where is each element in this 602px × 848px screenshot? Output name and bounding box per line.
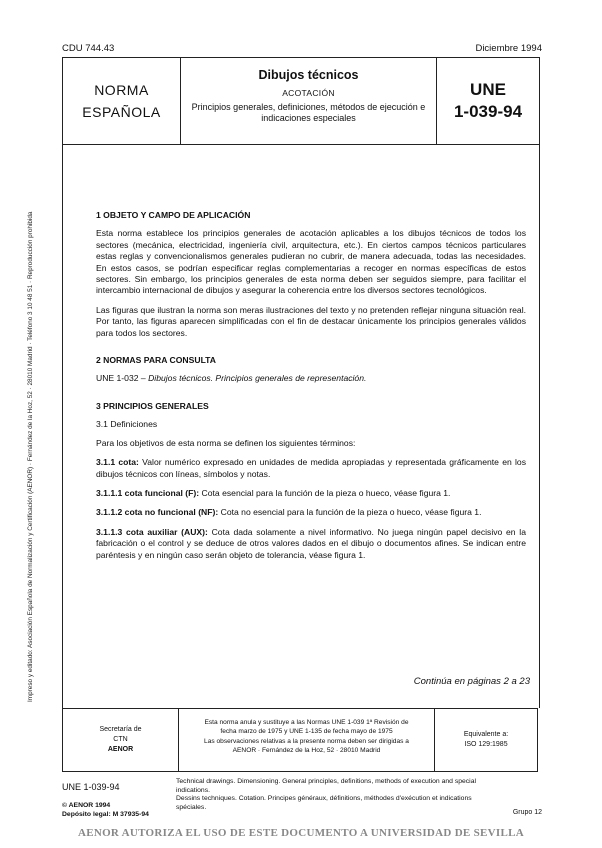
definition-3-1-1-3 xyxy=(96,527,526,561)
document-description: Principios generales, definiciones, métodos de ejecución e indicaciones especiales xyxy=(191,102,426,123)
section-3-1-heading: 3.1 Definiciones xyxy=(96,419,158,430)
publication-date: Diciembre 1994 xyxy=(475,43,542,54)
notes-line: Las observaciones relativas a la presente norma deben ser dirigidas a xyxy=(204,737,409,745)
document-subtitle: ACOTACIÓN xyxy=(282,88,335,98)
document-title: Dibujos técnicos xyxy=(258,68,359,82)
section-2-reference xyxy=(96,373,526,384)
section-3-1-intro: Para los objetivos de esta norma se definen los siguientes términos: xyxy=(96,437,356,448)
standard-number: 1-039-94 xyxy=(453,102,523,121)
definition-text: Cota dada solamente a nivel informativo. No juega ningún papel decisivo en la fabricación o el control y se deduce de otros valores dados en el dibujo o documentos afines. Se indican entre paréntesis y en ningún caso serán objeto de tolerancia, véase figura 1. xyxy=(96,526,526,560)
definition-term: 3.1.1.2 cota no funcional (NF): xyxy=(96,507,219,518)
definition-text: Cota no esencial para la función de la pieza o hueco, véase figura 1. xyxy=(218,507,482,518)
section-1-heading: 1 OBJETO Y CAMPO DE APLICACIÓN xyxy=(96,210,251,220)
bottom-standard-code: UNE 1-039-94 xyxy=(62,782,120,792)
notes-line: Esta norma anula y sustituye a las Normas UNE 1-039 1ª Revisión de xyxy=(204,719,409,726)
equivalence-label: Equivalente a: xyxy=(463,731,509,738)
iso-reference: ISO 129:1985 xyxy=(464,741,508,748)
ctn-label: CTN xyxy=(113,736,128,743)
definition-term: 3.1.1 cota: xyxy=(96,457,139,468)
definition-3-1-1-1 xyxy=(96,488,526,499)
definition-3-1-1 xyxy=(96,457,526,480)
secretariat-box xyxy=(63,709,179,771)
definition-term: 3.1.1.3 cota auxiliar (AUX): xyxy=(96,526,208,537)
document-header xyxy=(62,57,540,145)
norma-espanola-box xyxy=(63,58,181,144)
norma-label: NORMA xyxy=(94,82,149,98)
legal-deposit: Depósito legal: M 37935-94 xyxy=(62,811,149,818)
secretariat-label: Secretaría de xyxy=(99,726,142,733)
reference-title: Dibujos técnicos. Principios generales de representación. xyxy=(148,373,367,384)
replacement-notes-box xyxy=(179,709,435,771)
equivalence-box xyxy=(435,709,537,771)
definition-text: Cota esencial para la función de la pieza o hueco, véase figura 1. xyxy=(199,487,451,498)
license-watermark: AENOR AUTORIZA EL USO DE ESTE DOCUMENTO A UNIVERSIDAD DE SEVILLA xyxy=(77,827,525,839)
standard-prefix: UNE xyxy=(470,80,506,99)
section-3-heading: 3 PRINCIPIOS GENERALES xyxy=(96,400,209,411)
continuation-note: Continúa en páginas 2 a 23 xyxy=(413,676,530,687)
section-1-paragraph-1: Esta norma establece los principios generales de acotación aplicables a los dibujos técnicos de todos los sectores (mecánica, electricidad, ingeniería civil, arquitectura, etc.). En ciertos campos técnicos particulares estas reglas y convencionalismos generales pudieran no cubrir, de manera adecuada, todas las necesidades. En estos casos, se podrían especificar reglas complementarias a recoger en normas específicas de estos sectores. Sin embargo, los principios generales de esta norma deben ser seguidos siempre, para facilitar el intercambio internacional de dibujos y asegurar la coherencia entre los diversos sectores tecnológicos. xyxy=(96,228,526,296)
copyright-block xyxy=(62,801,149,819)
international-titles xyxy=(176,778,476,812)
reference-code: UNE 1-032 – xyxy=(96,373,149,384)
definition-term: 3.1.1.1 cota funcional (F): xyxy=(96,487,200,498)
espanola-label: ESPAÑOLA xyxy=(82,104,161,120)
sidebar-legal-text: Impreso y editado: Asociación Española de Normalización y Certificación (AENOR) · Fernández de la Hoz, 52 · 28010 Madrid · Teléfono 3 10 48 51 · Reproducción prohibida xyxy=(27,211,34,702)
english-title: Technical drawings. Dimensioning. General principles, definitions, methods of execution and special indications. xyxy=(176,778,476,794)
standard-code-box xyxy=(437,58,539,144)
cdu-code: CDU 744.43 xyxy=(62,43,115,54)
notes-line: AENOR · Fernández de la Hoz, 52 · 28010 Madrid xyxy=(232,746,381,754)
french-title: Dessins techniques. Cotation. Principes généraux, définitions, méthodes d'exécution et indications spéciales. xyxy=(176,795,472,811)
section-2-heading: 2 NORMAS PARA CONSULTA xyxy=(96,355,216,366)
definition-text: Valor numérico expresado en unidades de medida apropiadas y representada gráficamente en los dibujos técnicos con líneas, símbolos y notas. xyxy=(96,457,526,479)
document-footer xyxy=(62,708,538,772)
definition-3-1-1-2 xyxy=(96,507,526,518)
aenor-label: AENOR xyxy=(107,746,134,753)
notes-line: fecha marzo de 1975 y UNE 1-135 de fecha mayo de 1975 xyxy=(220,728,393,736)
copyright-notice: © AENOR 1994 xyxy=(62,802,111,809)
section-1-paragraph-2: Las figuras que ilustran la norma son meras ilustraciones del texto y no pretenden reflejar ninguna situación real. Por tanto, las figuras aparecen simplificadas con el fin de destacar únicamente los principios generales válidos para todos los sectores. xyxy=(96,304,526,338)
title-box xyxy=(181,58,437,144)
price-group: Grupo 12 xyxy=(512,809,542,816)
document-body xyxy=(96,210,526,569)
